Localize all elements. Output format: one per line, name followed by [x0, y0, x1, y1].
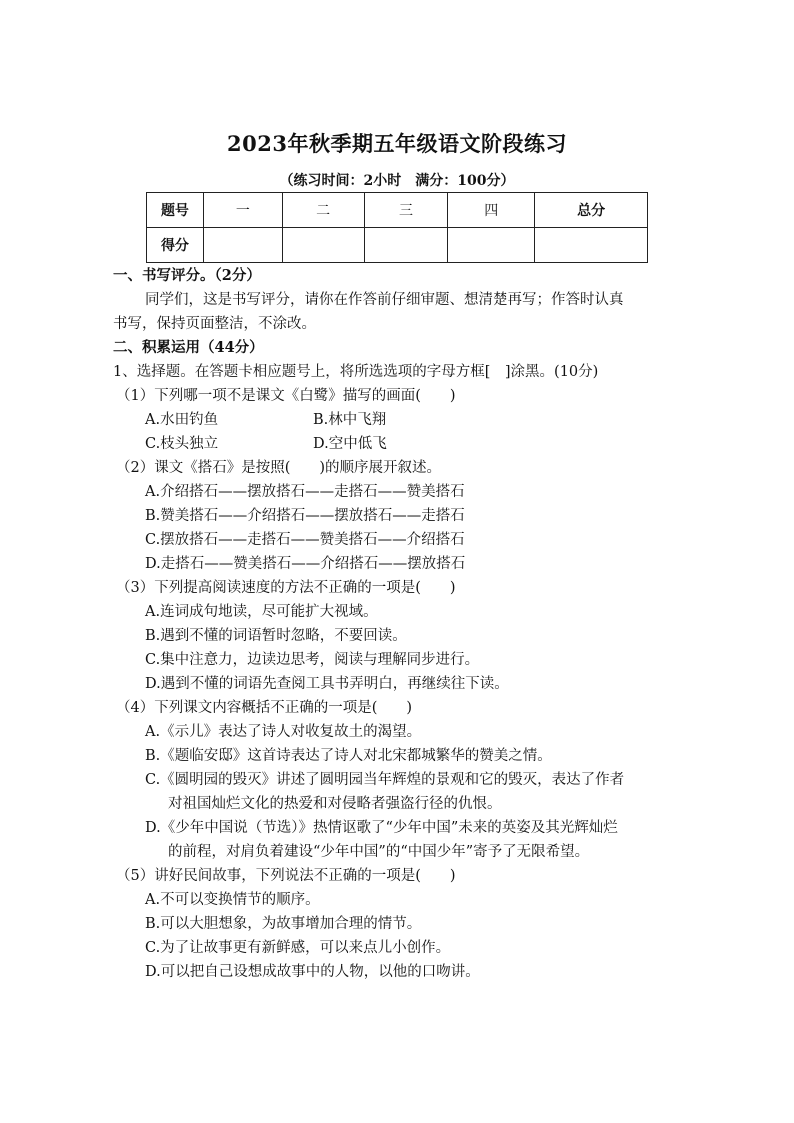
section1-heading: 一、书写评分。（2分）: [113, 267, 261, 284]
q4-option-d-line1: D.《少年中国说（节选）》热情讴歌了“少年中国”未来的英姿及其光辉灿烂: [145, 820, 618, 836]
score-cell-3: 三: [364, 193, 448, 228]
score-cell-2: 二: [282, 193, 364, 228]
q2-option-d: D.走搭石——赞美搭石——介绍搭石——摆放搭石: [145, 556, 466, 572]
section1-paragraph-line1: 同学们，这是书写评分，请你在作答前仔细审题、想清楚再写；作答时认真: [145, 292, 624, 308]
score-row-label: 得分: [147, 228, 204, 263]
question1-intro: 1、选择题。在答题卡相应题号上，将所选选项的字母方框[ ]涂黑。(10分): [113, 364, 599, 380]
q2-option-a: A.介绍搭石——摆放搭石——走搭石——赞美搭石: [145, 484, 465, 500]
q4-option-c-line1: C.《圆明园的毁灭》讲述了圆明园当年辉煌的景观和它的毁灭，表达了作者: [145, 772, 625, 788]
q1-stem: （1）下列哪一项不是课文《白鹭》描写的画面( ): [116, 388, 456, 404]
section2-heading: 二、积累运用（44分）: [113, 339, 264, 356]
q5-option-a: A.不可以变换情节的顺序。: [145, 892, 320, 908]
q3-option-b: B.遇到不懂的词语暂时忽略，不要回读。: [145, 628, 407, 644]
q3-stem: （3）下列提高阅读速度的方法不正确的一项是( ): [116, 580, 456, 596]
score-input-1: [203, 228, 282, 263]
score-table-score-row: [147, 228, 648, 263]
score-cell-total: 总分: [535, 193, 648, 228]
q3-option-d: D.遇到不懂的词语先查阅工具书弄明白，再继续往下读。: [145, 676, 509, 692]
score-input-3: [364, 228, 448, 263]
section1-paragraph-line2: 书写，保持页面整洁，不涂改。: [113, 316, 316, 332]
q5-option-d: D.可以把自己设想成故事中的人物，以他的口吻讲。: [145, 964, 480, 980]
q4-option-b: B.《题临安邸》这首诗表达了诗人对北宋都城繁华的赞美之情。: [145, 748, 552, 764]
score-table: [146, 192, 648, 263]
q4-option-c-line2: 对祖国灿烂文化的热爱和对侵略者强盗行径的仇恨。: [168, 796, 502, 812]
q2-stem: （2）课文《搭石》是按照( )的顺序展开叙述。: [116, 460, 442, 476]
q4-option-d-line2: 的前程，对肩负着建设“少年中国”的“中国少年”寄予了无限希望。: [168, 844, 590, 860]
q2-option-c: C.摆放搭石——走搭石——赞美搭石——介绍搭石: [145, 532, 465, 548]
q5-stem: （5）讲好民间故事，下列说法不正确的一项是( ): [116, 868, 456, 884]
score-cell-1: 一: [203, 193, 282, 228]
score-cell-4: 四: [448, 193, 535, 228]
exam-subtitle: （练习时间：2小时 满分：100分）: [279, 173, 515, 189]
q5-option-c: C.为了让故事更有新鲜感，可以来点儿小创作。: [145, 940, 451, 956]
q3-option-c: C.集中注意力，边读边思考，阅读与理解同步进行。: [145, 652, 480, 668]
q3-option-a: A.连词成句地读，尽可能扩大视域。: [145, 604, 378, 620]
q1-option-a: A.水田钓鱼: [145, 412, 219, 428]
exam-title: 2023年秋季期五年级语文阶段练习: [227, 131, 567, 156]
q1-option-c: C.枝头独立: [145, 436, 219, 452]
score-table-header-row: [147, 193, 648, 228]
q4-option-a: A.《示儿》表达了诗人对收复故土的渴望。: [145, 724, 422, 740]
q2-option-b: B.赞美搭石——介绍搭石——摆放搭石——走搭石: [145, 508, 465, 524]
score-cell-label: 题号: [147, 193, 204, 228]
score-input-2: [282, 228, 364, 263]
score-input-4: [448, 228, 535, 263]
score-input-total: [535, 228, 648, 263]
q4-stem: （4）下列课文内容概括不正确的一项是( ): [116, 700, 413, 716]
q1-option-d: D.空中低飞: [313, 436, 387, 452]
q1-option-b: B.林中飞翔: [313, 412, 387, 428]
q5-option-b: B.可以大胆想象，为故事增加合理的情节。: [145, 916, 422, 932]
